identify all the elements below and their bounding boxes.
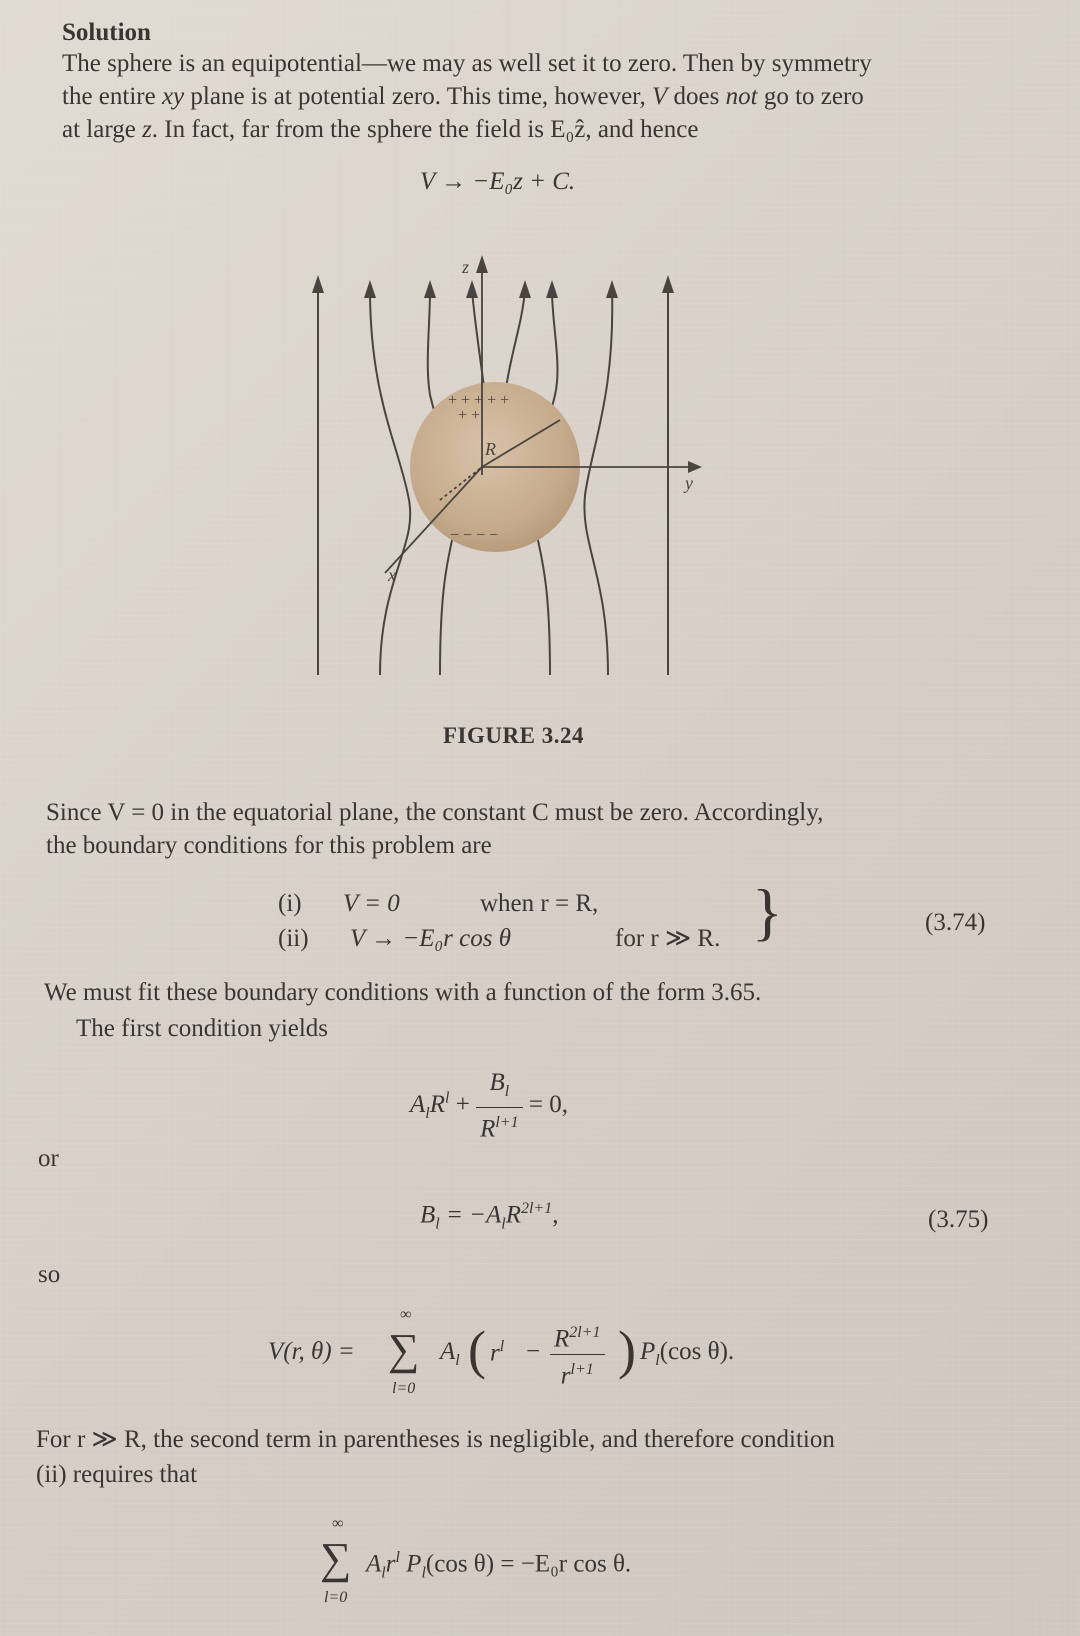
eq1-R: R xyxy=(429,1090,446,1118)
eq3-sum-top: ∞ xyxy=(400,1306,412,1323)
eq3-A-group xyxy=(440,1338,460,1370)
eq3-den-r: r xyxy=(560,1362,571,1390)
arrow-right-3 xyxy=(546,280,558,298)
label-R: R xyxy=(485,439,496,459)
para3-line2: The first condition yields xyxy=(76,1015,329,1042)
eq-number-374: (3.74) xyxy=(925,909,986,936)
eq-B-relation xyxy=(420,1200,558,1233)
eq3-num xyxy=(550,1318,605,1355)
eq-number-375: (3.75) xyxy=(928,1206,989,1233)
eq3-num-sup: 2l+1 xyxy=(569,1324,601,1341)
bc-ii-eq: V → −E₀r cos θ xyxy=(350,925,511,952)
eq4-P: P xyxy=(406,1550,422,1578)
figure-sphere-field xyxy=(290,255,730,695)
plus-charges-row2: + + xyxy=(458,407,481,424)
eq1-den xyxy=(476,1108,523,1144)
word-so: so xyxy=(38,1261,61,1288)
para1-line2-d: go to zero xyxy=(757,83,864,110)
bc-ii-label: (ii) xyxy=(278,925,309,952)
para1-line2-c: does xyxy=(667,83,726,110)
eq4-sum-top: ∞ xyxy=(332,1515,344,1532)
eq3-paren-open: ( xyxy=(468,1320,486,1380)
eq3-lhs: V(r, θ) = xyxy=(268,1338,355,1365)
para2-line1: Since V = 0 in the equatorial plane, the constant C must be zero. Accordingly, xyxy=(46,799,824,826)
eq3-num-R: R xyxy=(554,1325,570,1353)
eq3-sum: ∑ xyxy=(388,1325,420,1374)
para1-line3-a: at large xyxy=(62,116,143,143)
bc-i-eq: V = 0 xyxy=(343,890,400,917)
field-line-left-2 xyxy=(370,290,410,675)
para1-line1: The sphere is an equipotential—we may as well set it to zero. Then by symmetry xyxy=(62,50,872,77)
field-line-center-right xyxy=(505,290,525,395)
eq3-r-group xyxy=(490,1338,504,1367)
eq2-tail: , xyxy=(552,1201,559,1229)
eq1-den-R: R xyxy=(480,1115,496,1143)
eq1-num xyxy=(476,1068,523,1108)
eq4-body xyxy=(366,1549,631,1582)
eq3-den xyxy=(550,1355,605,1391)
field-line-right-2 xyxy=(584,290,612,675)
eq2-mid-sub: l xyxy=(501,1215,506,1233)
eq3-r-sup: l xyxy=(499,1338,505,1355)
para1-line2 xyxy=(62,80,864,114)
eq1-A: A xyxy=(410,1090,426,1118)
eq3-A: A xyxy=(440,1338,456,1365)
bc-brace: } xyxy=(752,876,783,947)
eq3-sum-bottom: l=0 xyxy=(392,1380,416,1397)
eq2-B-sub: l xyxy=(435,1215,440,1233)
figure-caption: FIGURE 3.24 xyxy=(443,723,584,748)
arrow-y-axis xyxy=(688,461,702,473)
eq2-B: B xyxy=(420,1201,436,1229)
eq4-P-sub: l xyxy=(421,1564,426,1582)
minus-charges: − − − − xyxy=(450,527,499,544)
eq3-P-group xyxy=(640,1338,734,1370)
eq3-A-sub: l xyxy=(455,1352,460,1369)
eq1-rhs: = 0, xyxy=(528,1090,568,1118)
para1-z: z xyxy=(142,116,152,143)
bc-ii-cond: for r ≫ R. xyxy=(615,925,721,952)
eq-asymptote: V → −E₀z + C. xyxy=(420,168,576,195)
para1-not: not xyxy=(725,83,758,110)
para4-line2: (ii) requires that xyxy=(36,1461,198,1488)
label-z: z xyxy=(462,257,470,277)
para3-line1: We must fit these boundary conditions with a function of the form 3.65. xyxy=(44,979,762,1006)
para1-V: V xyxy=(652,83,668,110)
label-x: x xyxy=(388,565,396,585)
eq1-num-B: B xyxy=(489,1069,505,1096)
eq4-r: r xyxy=(385,1550,396,1578)
eq1-plus: + xyxy=(455,1090,470,1118)
arrow-left-2 xyxy=(364,280,376,298)
eq2-mid: = −A xyxy=(445,1201,502,1229)
eq3-fraction xyxy=(550,1318,605,1392)
eq-first-condition xyxy=(410,1068,568,1144)
plus-charges-top: + + + + + xyxy=(448,392,510,409)
para4-line1: For r ≫ R, the second term in parentheses is negligible, and therefore condition xyxy=(36,1426,835,1453)
para1-line3 xyxy=(62,113,698,147)
eq3-r: r xyxy=(490,1339,500,1367)
eq3-P-arg: (cos θ). xyxy=(659,1338,735,1365)
eq4-sum: ∑ xyxy=(320,1534,352,1583)
eq4-rest: (cos θ) = −E₀r cos θ. xyxy=(425,1550,632,1578)
eq3-P: P xyxy=(640,1338,656,1365)
para2-line2: the boundary conditions for this problem are xyxy=(46,832,492,859)
eq4-sum-bottom: l=0 xyxy=(324,1589,348,1606)
bc-i-cond: when r = R, xyxy=(480,890,599,917)
eq4-r-sup: l xyxy=(395,1549,400,1566)
bc-i-label: (i) xyxy=(278,890,302,917)
eq3-den-sup: l+1 xyxy=(570,1361,594,1379)
arrow-outer-right xyxy=(662,275,674,293)
eq1-fraction xyxy=(476,1068,523,1144)
para1-xy: xy xyxy=(161,83,185,110)
eq4-A-sub: l xyxy=(381,1564,386,1582)
eq2-R-sup: 2l+1 xyxy=(520,1200,553,1217)
eq4-A: A xyxy=(366,1550,382,1578)
para1-line2-b: plane is at potential zero. This time, however, xyxy=(184,83,653,110)
eq1-num-sub: l xyxy=(504,1083,510,1100)
arrow-center-right xyxy=(519,280,531,298)
eq3-P-sub: l xyxy=(655,1352,660,1369)
para1-line3-b: . In fact, far from the sphere the field is E₀ẑ, and hence xyxy=(151,116,699,143)
label-y: y xyxy=(685,473,693,493)
field-line-center-left xyxy=(472,290,485,395)
eq3-paren-close: ) xyxy=(618,1320,636,1380)
eq1-R-sup: l xyxy=(445,1089,450,1107)
arrow-outer-left xyxy=(312,275,324,293)
arrow-left-3 xyxy=(424,280,436,298)
eq2-R: R xyxy=(505,1201,521,1229)
arrow-right-2 xyxy=(606,280,618,298)
word-or: or xyxy=(38,1145,59,1172)
eq3-minus: − xyxy=(526,1338,541,1365)
solution-heading: Solution xyxy=(62,19,151,46)
para1-line2-a: the entire xyxy=(62,83,162,110)
arrow-center-left xyxy=(466,280,478,298)
eq1-den-sup: l+1 xyxy=(495,1114,519,1131)
eq1-A-sub: l xyxy=(425,1104,430,1122)
